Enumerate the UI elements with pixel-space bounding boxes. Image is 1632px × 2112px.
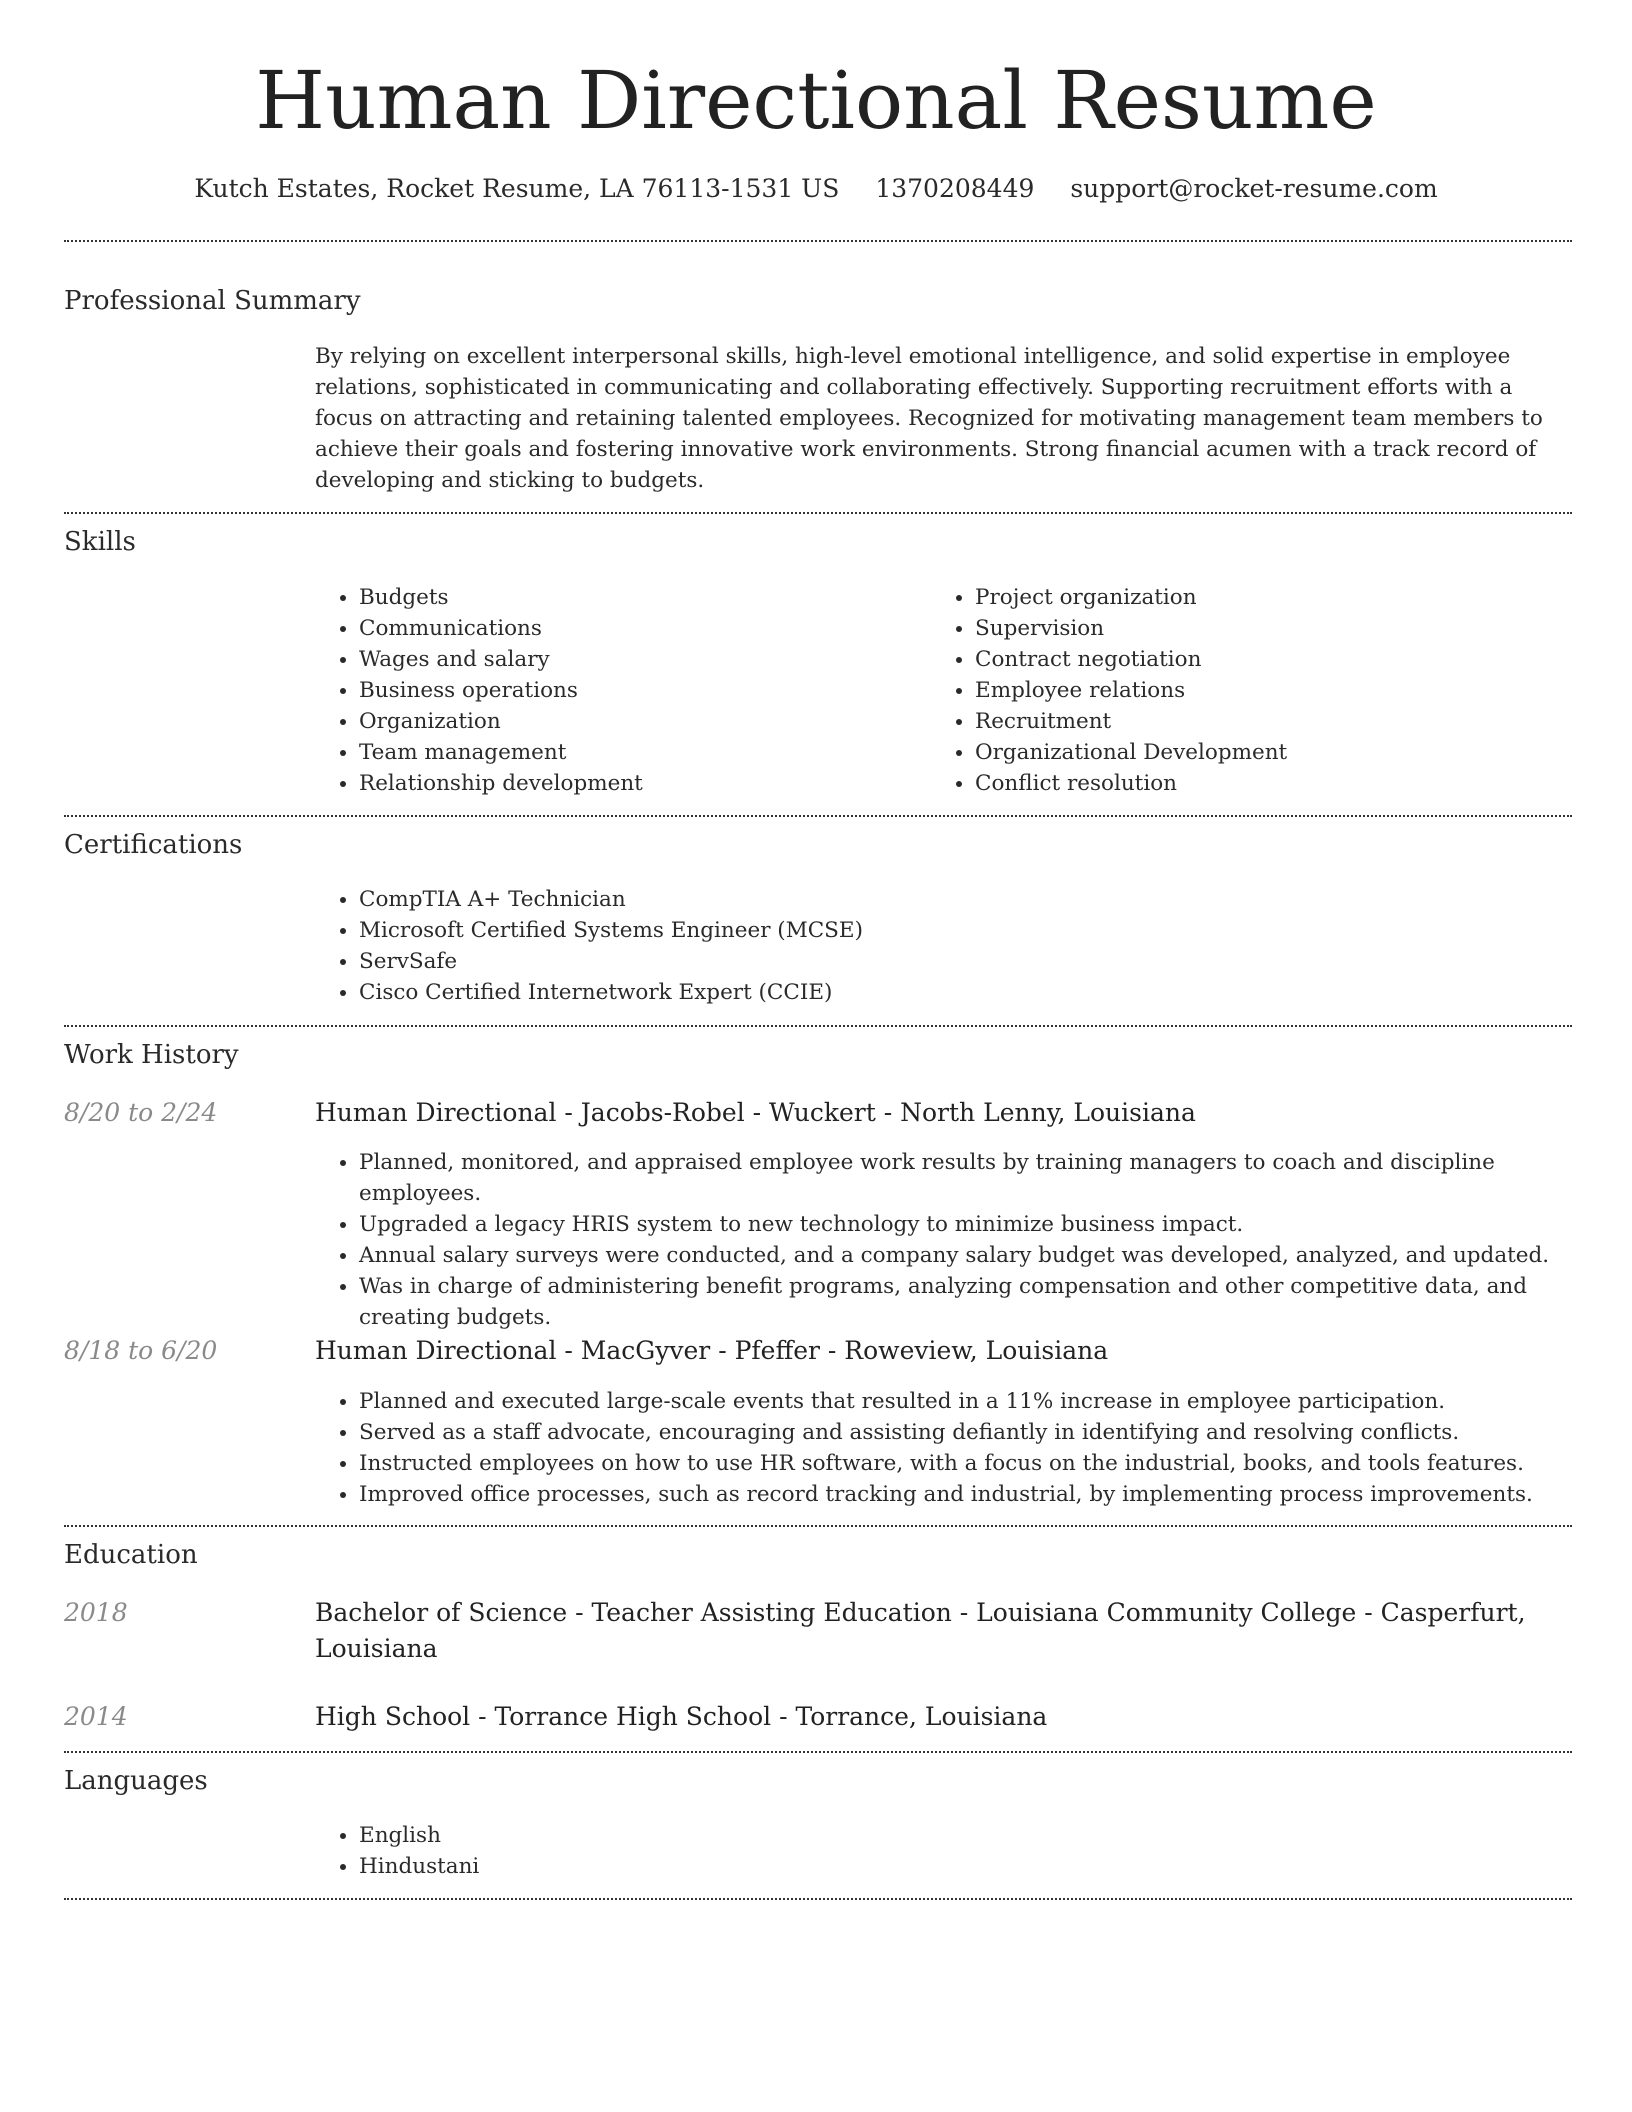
divider — [64, 1898, 1572, 1900]
certifications-heading: Certifications — [64, 830, 243, 860]
skill-item: • Supervision — [975, 613, 1535, 644]
certification-item: • Cisco Certified Internetwork Expert (CCIE) — [359, 977, 1559, 1008]
job-bullet: • Was in charge of administering benefit programs, analyzing compensation and other competitive data, and creating budgets. — [359, 1271, 1589, 1333]
divider — [64, 1525, 1572, 1527]
summary-heading: Professional Summary — [64, 286, 361, 316]
divider — [64, 240, 1572, 242]
divider — [64, 815, 1572, 817]
certifications-list — [315, 884, 1559, 1008]
job-bullet: • Planned and executed large-scale events that resulted in a 11% increase in employee participation. — [359, 1386, 1589, 1417]
skills-list-left — [315, 582, 919, 799]
job-dates: 8/20 to 2/24 — [64, 1098, 218, 1127]
job-bullet: • Planned, monitored, and appraised employee work results by training managers to coach and discipline employees. — [359, 1147, 1589, 1209]
job-bullet: • Upgraded a legacy HRIS system to new technology to minimize business impact. — [359, 1209, 1589, 1240]
work-heading: Work History — [64, 1040, 239, 1070]
skill-item: • Communications — [359, 613, 919, 644]
resume-name: Human Directional Resume — [255, 54, 1377, 147]
certification-item: • CompTIA A+ Technician — [359, 884, 1559, 915]
divider — [64, 1025, 1572, 1027]
job-bullet: • Improved office processes, such as record tracking and industrial, by implementing process improvements. — [359, 1479, 1589, 1510]
skill-item: • Recruitment — [975, 706, 1535, 737]
languages-heading: Languages — [64, 1766, 208, 1796]
contact-line — [0, 172, 1632, 206]
skill-item: • Business operations — [359, 675, 919, 706]
contact-address: Kutch Estates, Rocket Resume, LA 76113-1531 US — [194, 174, 840, 203]
skill-item: • Organization — [359, 706, 919, 737]
job-bullet: • Instructed employees on how to use HR software, with a focus on the industrial, books, and tools features. — [359, 1448, 1589, 1479]
skill-item: • Project organization — [975, 582, 1535, 613]
summary-text: By relying on excellent interpersonal skills, high-level emotional intelligence, and solid expertise in employee relations, sophisticated in communicating and collaborating effectively. Supporting recruitment efforts with a focus on attracting and retaining talented employees. Recognized for motivating management team members to achieve their goals and fostering innovative work environments. Strong financial acumen with a track record of developing and sticking to budgets. — [315, 344, 1543, 493]
contact-phone: 1370208449 — [875, 174, 1035, 203]
job-bullets — [315, 1386, 1589, 1510]
education-year: 2014 — [64, 1702, 128, 1731]
language-item: • English — [359, 1820, 959, 1851]
skill-item: • Budgets — [359, 582, 919, 613]
contact-email: support@rocket-resume.com — [1070, 174, 1438, 203]
skill-item: • Organizational Development — [975, 737, 1535, 768]
education-entry: Bachelor of Science - Teacher Assisting Education - Louisiana Community College - Casperfurt, Louisiana — [315, 1598, 1526, 1663]
job-bullets — [315, 1147, 1589, 1333]
skill-item: • Wages and salary — [359, 644, 919, 675]
language-item: • Hindustani — [359, 1851, 959, 1882]
skills-list-right — [931, 582, 1535, 799]
skill-item: • Conflict resolution — [975, 768, 1535, 799]
certification-item: • Microsoft Certified Systems Engineer (MCSE) — [359, 915, 1559, 946]
job-bullet: • Served as a staff advocate, encouraging and assisting defiantly in identifying and resolving conflicts. — [359, 1417, 1589, 1448]
education-year: 2018 — [64, 1598, 128, 1627]
languages-list — [315, 1820, 959, 1882]
skill-item: • Team management — [359, 737, 919, 768]
job-bullet: • Annual salary surveys were conducted, and a company salary budget was developed, analyzed, and updated. — [359, 1240, 1589, 1271]
skill-item: • Employee relations — [975, 675, 1535, 706]
divider — [64, 1751, 1572, 1753]
skill-item: • Contract negotiation — [975, 644, 1535, 675]
education-entry: High School - Torrance High School - Torrance, Louisiana — [315, 1702, 1048, 1731]
job-title: Human Directional - MacGyver - Pfeffer - Roweview, Louisiana — [315, 1336, 1109, 1365]
job-dates: 8/18 to 6/20 — [64, 1336, 218, 1365]
education-heading: Education — [64, 1540, 198, 1570]
certification-item: • ServSafe — [359, 946, 1559, 977]
skills-heading: Skills — [64, 527, 136, 557]
divider — [64, 512, 1572, 514]
skill-item: • Relationship development — [359, 768, 919, 799]
job-title: Human Directional - Jacobs-Robel - Wuckert - North Lenny, Louisiana — [315, 1098, 1196, 1127]
